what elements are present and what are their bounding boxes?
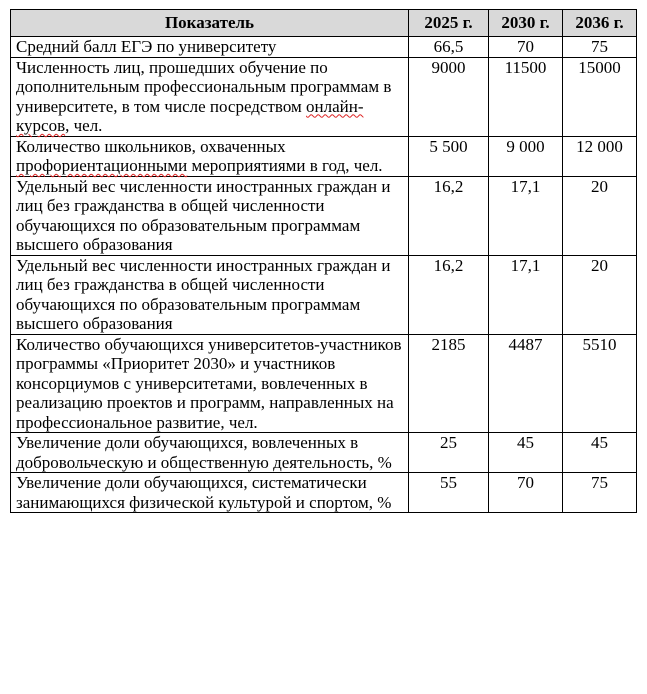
value-2036: 20 bbox=[563, 176, 637, 255]
indicators-table bbox=[10, 9, 637, 513]
header-year-2025: 2025 г. bbox=[409, 10, 489, 37]
value-2025: 66,5 bbox=[409, 37, 489, 58]
value-2025: 2185 bbox=[409, 334, 489, 433]
table-row bbox=[11, 473, 637, 513]
value-2025: 55 bbox=[409, 473, 489, 513]
table-row bbox=[11, 37, 637, 58]
value-2030: 70 bbox=[489, 473, 563, 513]
indicator-name bbox=[11, 57, 409, 136]
value-2030: 11500 bbox=[489, 57, 563, 136]
table-row bbox=[11, 255, 637, 334]
header-row bbox=[11, 10, 637, 37]
header-indicator: Показатель bbox=[11, 10, 409, 37]
indicator-name bbox=[11, 433, 409, 473]
value-2036: 5510 bbox=[563, 334, 637, 433]
indicator-name bbox=[11, 255, 409, 334]
spellcheck-marked-text: профориентационными bbox=[16, 156, 188, 175]
value-2030: 17,1 bbox=[489, 176, 563, 255]
value-2030: 4487 bbox=[489, 334, 563, 433]
indicator-text: , чел. bbox=[65, 116, 103, 135]
header-year-2030: 2030 г. bbox=[489, 10, 563, 37]
value-2036: 45 bbox=[563, 433, 637, 473]
value-2036: 20 bbox=[563, 255, 637, 334]
value-2030: 70 bbox=[489, 37, 563, 58]
indicator-text: Удельный вес численности иностранных граждан и лиц без гражданства в общей численности обучающихся по образовательным программам высшего образования bbox=[16, 255, 391, 333]
value-2036: 75 bbox=[563, 473, 637, 513]
indicator-text: Средний балл ЕГЭ по университету bbox=[16, 37, 277, 56]
indicator-text: Численность лиц, прошедших обучение по дополнительным профессиональным программам в университете, в том числе посредством bbox=[16, 57, 392, 116]
value-2036: 15000 bbox=[563, 57, 637, 136]
indicator-name bbox=[11, 37, 409, 58]
table-body bbox=[11, 37, 637, 513]
spellcheck-marked-text: онлайн-курсов bbox=[16, 96, 364, 135]
header-year-2036: 2036 г. bbox=[563, 10, 637, 37]
value-2030: 9 000 bbox=[489, 136, 563, 176]
value-2030: 17,1 bbox=[489, 255, 563, 334]
indicator-text: Количество школьников, охваченных bbox=[16, 136, 286, 156]
indicator-name bbox=[11, 473, 409, 513]
table-row bbox=[11, 136, 637, 176]
value-2025: 16,2 bbox=[409, 176, 489, 255]
value-2025: 25 bbox=[409, 433, 489, 473]
table-row bbox=[11, 57, 637, 136]
indicator-text: Количество обучающихся университетов-участников программы «Приоритет 2030» и участников консорциумов с университетами, вовлеченных в реализацию проектов и программ, направленных на профессиональное развитие, чел. bbox=[16, 334, 402, 432]
indicator-name bbox=[11, 136, 409, 176]
table-row bbox=[11, 334, 637, 433]
table-row bbox=[11, 433, 637, 473]
value-2036: 75 bbox=[563, 37, 637, 58]
value-2025: 5 500 bbox=[409, 136, 489, 176]
indicator-text: Удельный вес численности иностранных граждан и лиц без гражданства в общей численности обучающихся по образовательным программам высшего образования bbox=[16, 176, 391, 254]
table-header bbox=[11, 10, 637, 37]
value-2030: 45 bbox=[489, 433, 563, 473]
indicator-text: Увеличение доли обучающихся, систематически занимающихся физической культурой и спортом, % bbox=[16, 473, 392, 512]
value-2025: 16,2 bbox=[409, 255, 489, 334]
indicator-text: Увеличение доли обучающихся, вовлеченных в добровольческую и общественную деятельность, % bbox=[16, 433, 392, 472]
indicator-name bbox=[11, 334, 409, 433]
table-row bbox=[11, 176, 637, 255]
value-2036: 12 000 bbox=[563, 136, 637, 176]
value-2025: 9000 bbox=[409, 57, 489, 136]
indicator-text: мероприятиями в год, чел. bbox=[187, 156, 383, 175]
indicator-name bbox=[11, 176, 409, 255]
